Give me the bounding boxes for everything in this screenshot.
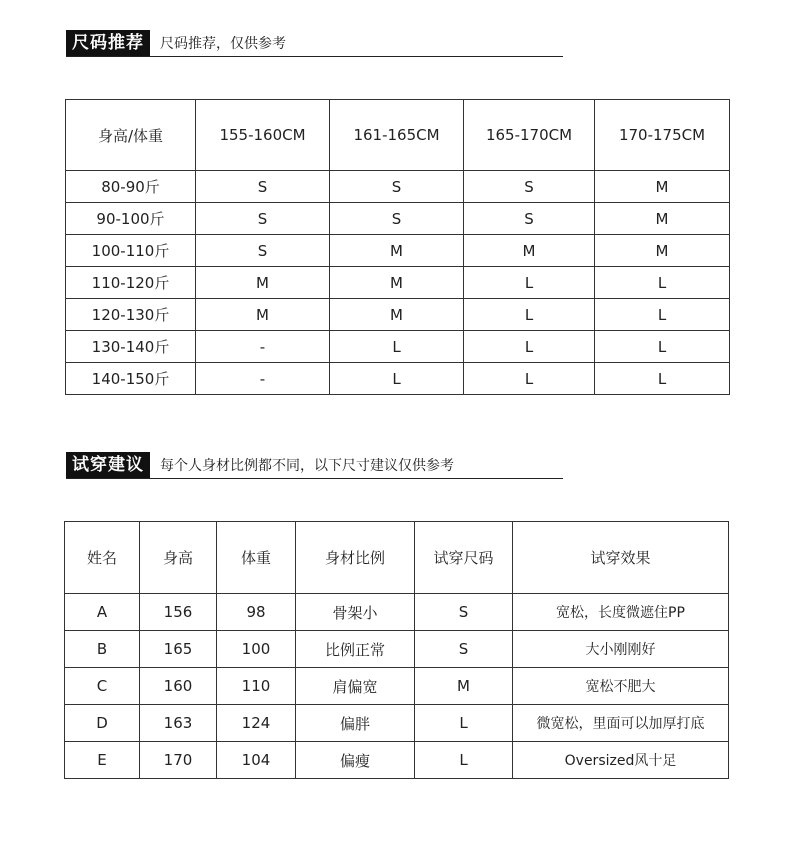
table-row [66,267,730,299]
name-cell: B [65,631,140,668]
size-cell: S [330,203,464,235]
body-type-cell: 比例正常 [296,631,415,668]
body-type-cell: 骨架小 [296,594,415,631]
effect-cell: 宽松不肥大 [513,668,729,705]
weight-cell: 110-120斤 [66,267,196,299]
size-cell: L [595,299,730,331]
size-cell: M [415,668,513,705]
height-cell: 165 [140,631,217,668]
header-cell: 161-165CM [330,100,464,171]
table-header-row [65,522,729,594]
header-cell: 姓名 [65,522,140,594]
size-cell: M [595,171,730,203]
height-cell: 160 [140,668,217,705]
weight-cell: 90-100斤 [66,203,196,235]
header-cell: 165-170CM [464,100,595,171]
size-cell: L [330,331,464,363]
size-cell: M [196,267,330,299]
size-cell: L [330,363,464,395]
size-recommendation-header [66,30,286,56]
weight-cell: 130-140斤 [66,331,196,363]
weight-cell: 100 [217,631,296,668]
table-row [65,668,729,705]
try-on-table [64,521,729,779]
section-subtitle: 每个人身材比例都不同，以下尺寸建议仅供参考 [160,458,454,474]
body-type-cell: 肩偏宽 [296,668,415,705]
size-cell: S [415,631,513,668]
header-cell: 身高/体重 [66,100,196,171]
table-row [66,299,730,331]
size-cell: M [196,299,330,331]
table-row [65,742,729,779]
name-cell: D [65,705,140,742]
table-row [66,171,730,203]
weight-cell: 120-130斤 [66,299,196,331]
height-cell: 163 [140,705,217,742]
size-cell: L [595,331,730,363]
header-cell: 155-160CM [196,100,330,171]
size-cell: L [595,267,730,299]
height-cell: 170 [140,742,217,779]
weight-cell: 80-90斤 [66,171,196,203]
size-cell: S [196,171,330,203]
weight-cell: 124 [217,705,296,742]
section-divider [66,478,563,479]
size-cell: - [196,331,330,363]
size-chart-table [65,99,730,395]
section-tag: 尺码推荐 [66,30,150,56]
size-cell: S [464,171,595,203]
size-cell: L [595,363,730,395]
section-divider [66,56,563,57]
table-row [66,363,730,395]
size-cell: M [330,235,464,267]
size-cell: M [595,235,730,267]
weight-cell: 104 [217,742,296,779]
size-cell: L [464,331,595,363]
try-on-advice-header [66,452,454,478]
table-row [66,203,730,235]
table-row [65,705,729,742]
weight-cell: 98 [217,594,296,631]
table-row [66,235,730,267]
body-type-cell: 偏瘦 [296,742,415,779]
effect-cell: 微宽松，里面可以加厚打底 [513,705,729,742]
size-cell: S [415,594,513,631]
section-tag: 试穿建议 [66,452,150,478]
table-row [65,594,729,631]
name-cell: E [65,742,140,779]
size-cell: S [464,203,595,235]
size-cell: S [196,235,330,267]
effect-cell: Oversized风十足 [513,742,729,779]
table-row [65,631,729,668]
weight-cell: 140-150斤 [66,363,196,395]
size-cell: L [415,705,513,742]
header-cell: 试穿尺码 [415,522,513,594]
effect-cell: 宽松，长度微遮住PP [513,594,729,631]
effect-cell: 大小刚刚好 [513,631,729,668]
section-subtitle: 尺码推荐，仅供参考 [160,36,286,52]
header-cell: 体重 [217,522,296,594]
size-cell: L [464,267,595,299]
header-cell: 身高 [140,522,217,594]
weight-cell: 110 [217,668,296,705]
header-cell: 170-175CM [595,100,730,171]
header-cell: 试穿效果 [513,522,729,594]
name-cell: A [65,594,140,631]
size-cell: - [196,363,330,395]
name-cell: C [65,668,140,705]
size-cell: M [595,203,730,235]
header-cell: 身材比例 [296,522,415,594]
size-cell: L [464,363,595,395]
size-cell: S [196,203,330,235]
table-header-row [66,100,730,171]
table-row [66,331,730,363]
size-cell: S [330,171,464,203]
size-cell: M [330,267,464,299]
size-cell: L [415,742,513,779]
size-cell: M [464,235,595,267]
height-cell: 156 [140,594,217,631]
body-type-cell: 偏胖 [296,705,415,742]
weight-cell: 100-110斤 [66,235,196,267]
size-cell: L [464,299,595,331]
size-cell: M [330,299,464,331]
